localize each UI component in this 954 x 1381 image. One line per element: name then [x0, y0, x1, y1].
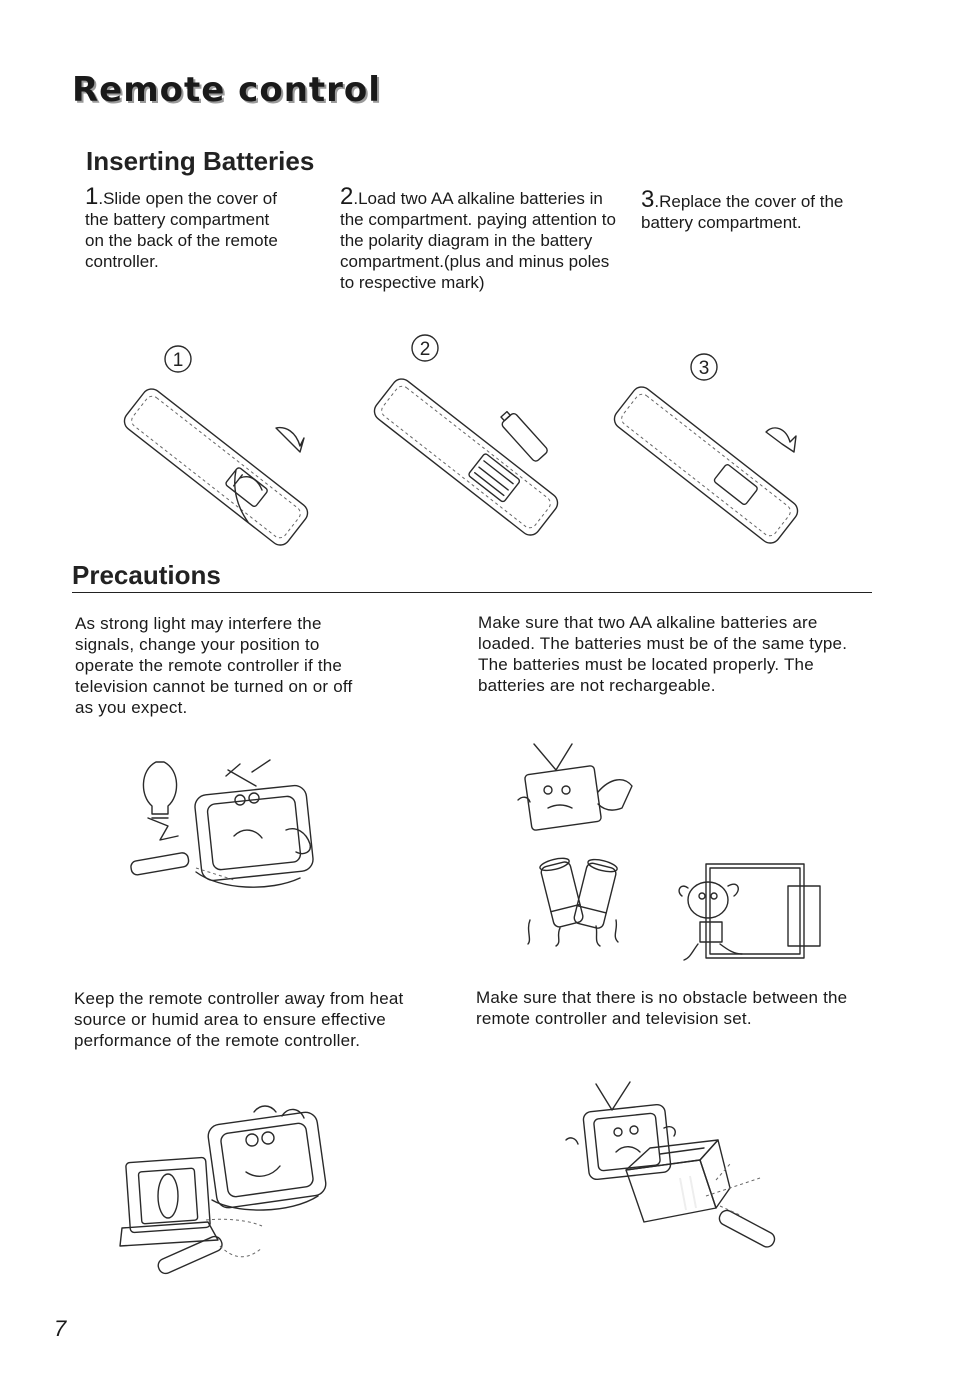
precaution-obstacle-text: Make sure that there is no obstacle between the remote controller and television set. — [476, 988, 848, 1028]
page-number: 7 — [54, 1316, 67, 1341]
step-number: 2 — [340, 183, 354, 210]
step-description: .Slide open the cover of the battery compartment on the back of the remote controller. — [85, 189, 278, 271]
section-divider — [72, 592, 872, 593]
figure-label-2: 2 — [419, 339, 431, 360]
step-3-text — [641, 186, 873, 233]
step-description: .Load two AA alkaline batteries in the compartment. paying attention to the polarity diagram in the battery compartment.(plus and minus poles to respective mark) — [340, 189, 616, 292]
step-number: 1 — [85, 183, 99, 210]
precaution-batteries-text: Make sure that two AA alkaline batteries are loaded. The batteries must be of the same type. The batteries must be located properly. The batteries are not rechargeable. — [478, 613, 848, 695]
inserting-batteries-heading: Inserting Batteries — [86, 146, 315, 176]
step-2-text — [340, 183, 620, 293]
page-title: Remote control — [72, 70, 381, 110]
precaution-heat-humidity-text: Keep the remote controller away from heat source or humid area to ensure effective performance of the remote controller. — [74, 989, 404, 1050]
figure-label-1: 1 — [172, 350, 184, 371]
precautions-heading: Precautions — [72, 560, 221, 590]
step-description: .Replace the cover of the battery compartment. — [641, 192, 844, 232]
step-number: 3 — [641, 186, 655, 213]
figure-label-3: 3 — [698, 358, 710, 379]
precaution-strong-light-text: As strong light may interfere the signals, change your position to operate the remote controller if the television cannot be turned on or off as you expect. — [75, 614, 353, 717]
step-1-text — [85, 183, 285, 272]
